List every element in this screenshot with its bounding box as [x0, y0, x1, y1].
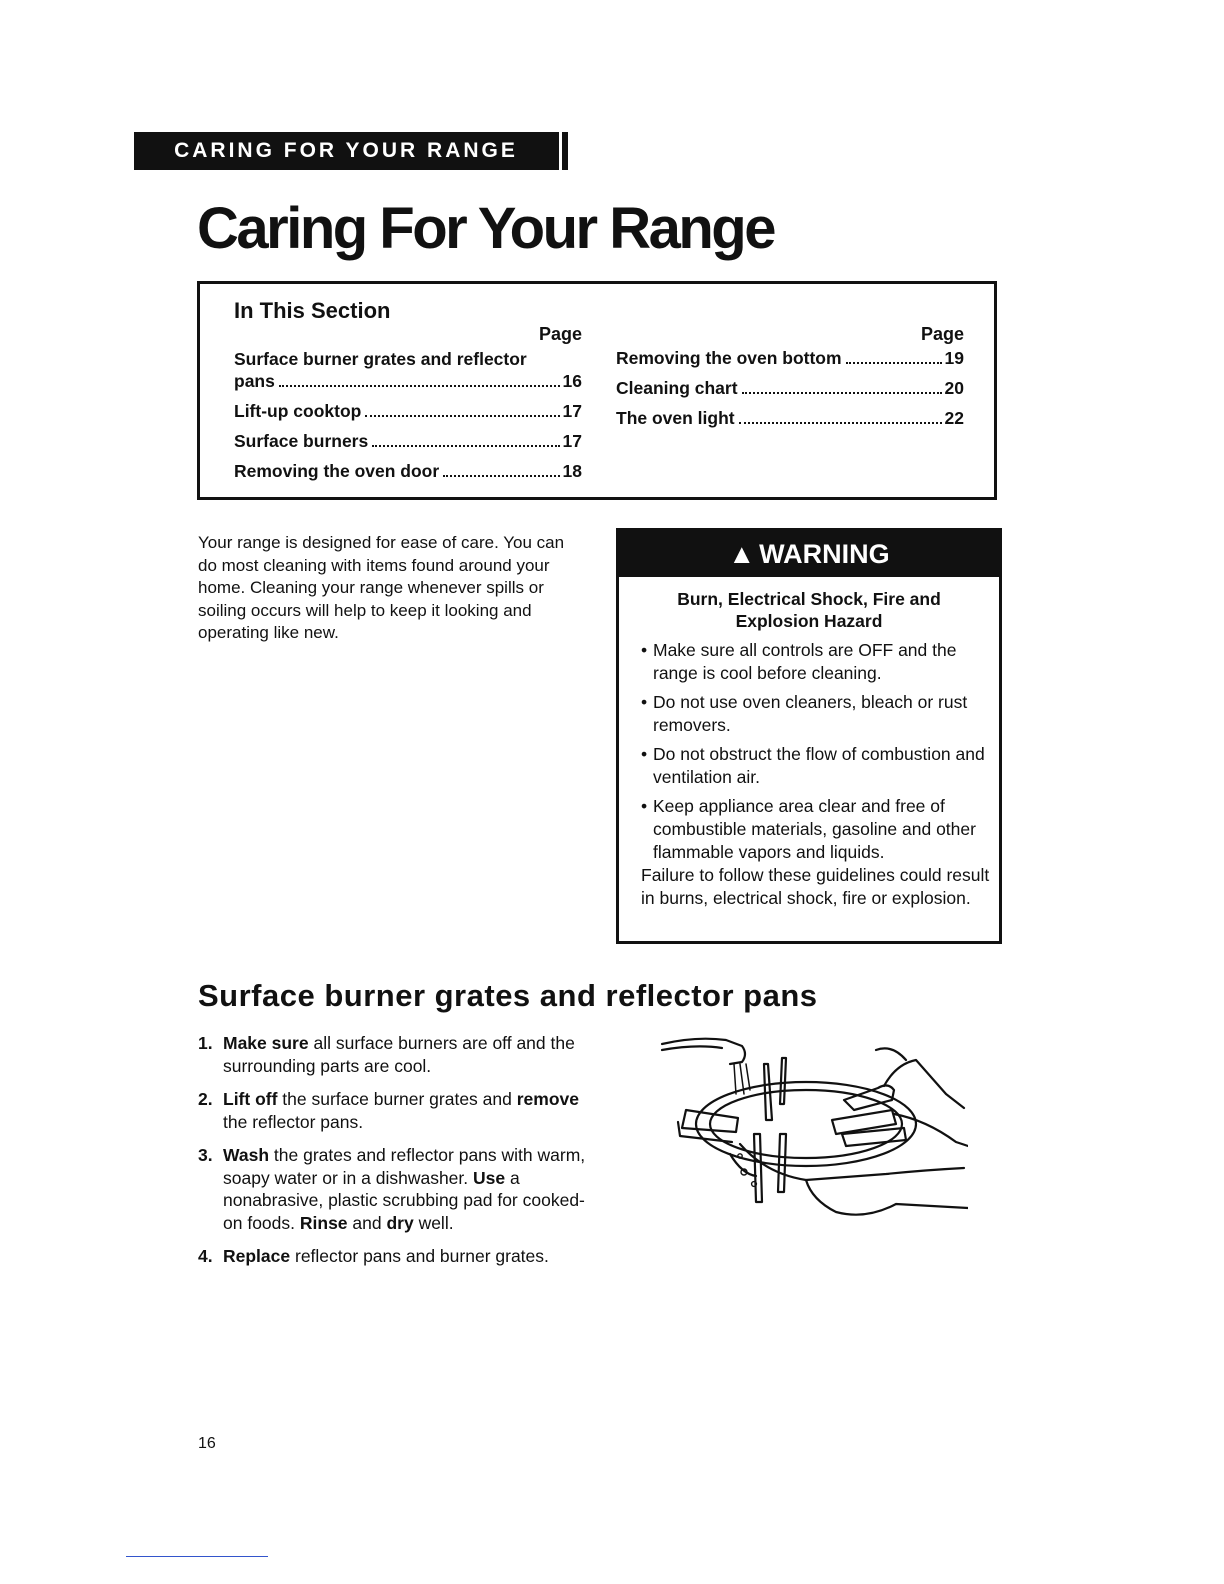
step-number: 2.: [198, 1089, 213, 1109]
warning-item: [641, 691, 991, 737]
bullet-icon: •: [641, 640, 648, 660]
toc-leader: [279, 385, 560, 387]
warning-subtitle: [619, 588, 999, 632]
warning-triangle-icon: ▲: [728, 538, 756, 569]
step-text: and: [347, 1212, 387, 1233]
step-item: [198, 1088, 598, 1133]
step-action: Rinse: [299, 1212, 348, 1233]
toc-entry-label: Surface burners: [234, 431, 369, 451]
toc-entry-page: 16: [562, 371, 582, 391]
toc-entry[interactable]: [234, 431, 582, 452]
warning-title: WARNING: [759, 538, 890, 569]
toc-entry-label: pans: [234, 371, 275, 391]
step-action: Wash: [223, 1145, 270, 1165]
toc-column-left: [234, 324, 582, 491]
toc-entry-page: 18: [562, 461, 582, 481]
toc-leader: [365, 415, 559, 417]
warning-footer: Failure to follow these guidelines could result in burns, electrical shock, fire or explosion.: [641, 865, 990, 908]
toc-leader: [846, 362, 942, 364]
toc-entry-page: 17: [562, 431, 582, 451]
step-item: [198, 1144, 598, 1234]
section-banner: [134, 132, 568, 170]
step-number: 4.: [198, 1246, 213, 1266]
toc-entry-label: Lift-up cooktop: [234, 401, 362, 421]
toc-heading: In This Section: [234, 298, 391, 323]
step-action: dry: [386, 1212, 414, 1233]
warning-item: [641, 795, 991, 864]
step-number: 3.: [198, 1145, 213, 1165]
grate-washing-illustration: [656, 1024, 968, 1224]
toc-entry[interactable]: [616, 408, 964, 429]
step-action: Use: [473, 1167, 506, 1188]
section-heading: Surface burner grates and reflector pans: [198, 978, 818, 1013]
step-text: the reflector pans.: [223, 1111, 364, 1132]
toc-entry[interactable]: [234, 348, 582, 392]
step-text: a nonabrasive, plastic scrubbing pad for cooked-on foods.: [223, 1167, 585, 1233]
toc-entry[interactable]: [616, 348, 964, 369]
banner-divider: [559, 132, 562, 170]
step-action: remove: [516, 1089, 579, 1109]
toc-entry-label: Cleaning chart: [616, 378, 738, 398]
step-text: reflector pans and burner grates.: [290, 1246, 549, 1266]
warning-subtitle-line: Burn, Electrical Shock, Fire and: [677, 589, 941, 609]
toc-leader: [742, 392, 942, 394]
warning-item-text: Do not obstruct the flow of combustion and ventilation air.: [653, 744, 985, 787]
step-text: the surface burner grates and: [277, 1089, 517, 1109]
toc-page-label: Page: [920, 324, 964, 344]
toc-entry-label: The oven light: [616, 408, 735, 428]
footer-rule: [126, 1556, 268, 1557]
warning-item-text: Make sure all controls are OFF and the range is cool before cleaning.: [653, 640, 957, 683]
step-text: the grates and reflector pans with warm, soapy water or in a dishwasher.: [223, 1145, 586, 1188]
toc-entry[interactable]: [616, 378, 964, 399]
warning-item: [641, 743, 991, 789]
step-text: well.: [413, 1212, 454, 1233]
warning-item: [641, 639, 991, 685]
banner-divider-edge: [565, 132, 568, 170]
warning-box: [616, 528, 1002, 944]
warning-header: [619, 531, 999, 577]
step-number: 1.: [198, 1033, 213, 1053]
page-title: Caring For Your Range: [197, 196, 774, 261]
bullet-icon: •: [641, 796, 648, 816]
toc-leader: [443, 475, 559, 477]
step-action: Replace: [223, 1246, 291, 1266]
warning-list: [641, 639, 991, 870]
toc-entry-page: 22: [944, 408, 964, 428]
section-banner-label: CARING FOR YOUR RANGE: [174, 139, 518, 162]
toc-page-label: Page: [538, 324, 582, 344]
toc-entry-page: 20: [944, 378, 964, 398]
step-item: [198, 1245, 598, 1268]
warning-item-text: Do not use oven cleaners, bleach or rust removers.: [653, 692, 968, 735]
step-action: Lift off: [223, 1089, 278, 1109]
step-action: Make sure: [223, 1033, 309, 1053]
step-text: all surface burners are off and the surrounding parts are cool.: [223, 1033, 575, 1076]
toc-entry-page: 19: [944, 348, 964, 368]
steps-list: [198, 1032, 598, 1279]
toc-entry[interactable]: [234, 461, 582, 482]
toc-leader: [372, 445, 559, 447]
toc-box: [197, 281, 997, 500]
toc-column-right: [616, 324, 964, 438]
page-number: 16: [198, 1435, 216, 1452]
toc-entry-label: Surface burner grates and reflector: [234, 349, 527, 369]
warning-item-text: Keep appliance area clear and free of combustible materials, gasoline and other flammable vapors and liquids.: [653, 796, 976, 862]
toc-entry-page: 17: [562, 401, 582, 421]
bullet-icon: •: [641, 744, 648, 764]
toc-entry-label: Removing the oven bottom: [616, 348, 842, 368]
step-item: [198, 1032, 598, 1077]
toc-leader: [739, 422, 942, 424]
bullet-icon: •: [641, 692, 648, 712]
intro-paragraph: Your range is designed for ease of care. You can do most cleaning with items found around your home. Cleaning your range whenever spills or soiling occurs will help to keep it looking and operating like new.: [198, 533, 565, 642]
toc-entry[interactable]: [234, 401, 582, 422]
toc-entry-label: Removing the oven door: [234, 461, 440, 481]
warning-subtitle-line: Explosion Hazard: [735, 611, 883, 631]
